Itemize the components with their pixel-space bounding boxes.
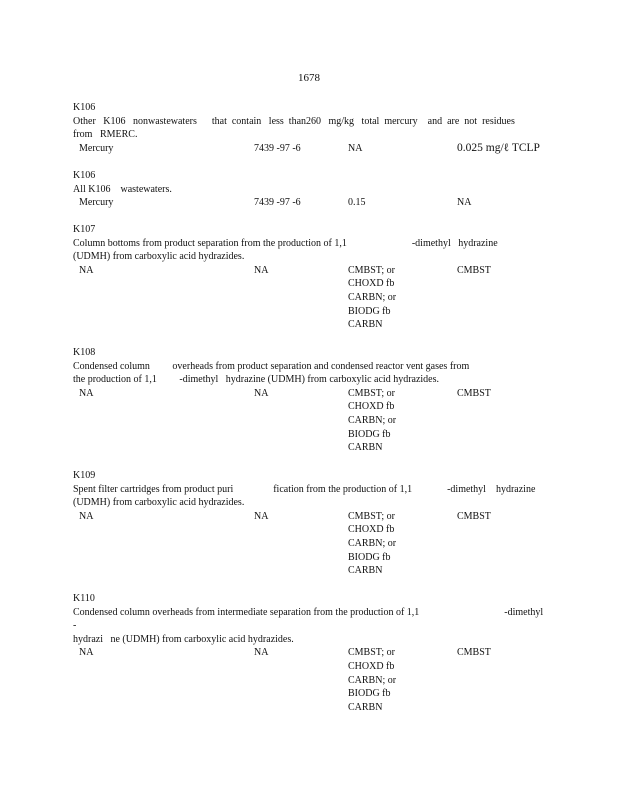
nonwastewater-standard: CMBST xyxy=(457,647,491,659)
technology-code: BIODG fb xyxy=(348,428,391,440)
cas-number: NA xyxy=(254,387,269,399)
waste-code: K108 xyxy=(73,347,96,358)
description-line: (UDMH) from carboxylic acid hydrazides. xyxy=(73,497,245,509)
technology-code: CHOXD fb xyxy=(348,401,395,413)
waste-entry-k108 xyxy=(73,346,553,454)
wastewater-standard xyxy=(348,387,396,455)
description-line: Other K106 nonwastewaters that contain less than260 mg/kg total mercury and are not residues xyxy=(73,115,515,127)
technology-code: CARBN xyxy=(348,565,383,577)
technology-code: CARBN xyxy=(348,319,383,331)
technology-code: CHOXD fb xyxy=(348,278,395,290)
waste-entry-k106-wastewaters xyxy=(73,169,553,210)
technology-code: CARBN; or xyxy=(348,674,397,686)
cas-number: 7439 -97 -6 xyxy=(254,197,301,209)
nonwastewater-standard: CMBST xyxy=(457,264,491,276)
description-line: (UDMH) from carboxylic acid hydrazides. xyxy=(73,251,245,263)
nonwastewater-standard: CMBST xyxy=(457,510,491,522)
technology-code: CMBST; or xyxy=(348,647,395,659)
cas-number: NA xyxy=(254,510,269,522)
cas-number: 7439 -97 -6 xyxy=(254,142,301,154)
waste-entry-k106-nonwastewaters xyxy=(73,101,553,156)
constituent: Mercury xyxy=(79,197,114,209)
technology-code: BIODG fb xyxy=(348,551,391,563)
wastewater-standard xyxy=(348,510,396,578)
technology-code: CHOXD fb xyxy=(348,660,395,672)
technology-code: CARBN xyxy=(348,442,383,454)
technology-code: CMBST; or xyxy=(348,264,395,276)
waste-entry-k107 xyxy=(73,223,553,331)
waste-entry-k110 xyxy=(73,592,554,713)
waste-entry-k109 xyxy=(73,469,553,577)
description-line: All K106 wastewaters. xyxy=(73,183,172,195)
cas-number: NA xyxy=(254,647,269,659)
description-line: hydrazi ne (UDMH) from carboxylic acid hydrazides. xyxy=(73,633,294,645)
technology-code: CHOXD fb xyxy=(348,524,395,536)
constituent: NA xyxy=(79,264,94,276)
page-number: 1678 xyxy=(298,72,320,84)
description-line: the production of 1,1 -dimethyl hydrazine (UDMH) from carboxylic acid hydrazides. xyxy=(73,374,440,386)
standard-row xyxy=(73,196,553,210)
waste-code: K106 xyxy=(73,102,96,113)
standard-row xyxy=(73,646,553,713)
nonwastewater-standard: NA xyxy=(457,197,472,209)
standard-row xyxy=(73,142,553,156)
standard-row xyxy=(73,264,553,331)
technology-code: CMBST; or xyxy=(348,510,395,522)
constituent: Mercury xyxy=(79,142,114,154)
waste-code: K109 xyxy=(73,470,96,481)
technology-code: CMBST; or xyxy=(348,387,395,399)
description-line: from RMERC. xyxy=(73,129,138,141)
technology-code: BIODG fb xyxy=(348,305,391,317)
description-line: Condensed column overheads from product separation and condensed reactor vent gases from xyxy=(73,360,470,372)
cas-number: NA xyxy=(254,264,269,276)
technology-code: CARBN; or xyxy=(348,537,397,549)
technology-code: CARBN xyxy=(348,701,383,713)
wastewater-standard: NA xyxy=(348,142,363,154)
standard-row xyxy=(73,387,553,454)
wastewater-standard xyxy=(348,264,396,332)
standard-row xyxy=(73,510,553,577)
nonwastewater-standard: CMBST xyxy=(457,387,491,399)
technology-code: CARBN; or xyxy=(348,414,397,426)
nonwastewater-standard: 0.025 mg/ℓ TCLP xyxy=(457,141,540,154)
description-line: Spent filter cartridges from product puri fication from the production of 1,1 -dimethyl hydrazine xyxy=(73,483,536,495)
waste-code: K110 xyxy=(73,593,95,604)
waste-code: K107 xyxy=(73,224,96,235)
technology-code: BIODG fb xyxy=(348,688,391,700)
constituent: NA xyxy=(79,387,94,399)
constituent: NA xyxy=(79,647,94,659)
description-line: Condensed column overheads from intermediate separation from the production of 1,1 -dimethyl - xyxy=(73,606,554,632)
constituent: NA xyxy=(79,510,94,522)
description-line: Column bottoms from product separation from the production of 1,1 -dimethyl hydrazine xyxy=(73,237,498,249)
wastewater-standard xyxy=(348,646,396,714)
technology-code: CARBN; or xyxy=(348,291,397,303)
wastewater-standard: 0.15 xyxy=(348,197,366,209)
waste-code: K106 xyxy=(73,170,96,181)
